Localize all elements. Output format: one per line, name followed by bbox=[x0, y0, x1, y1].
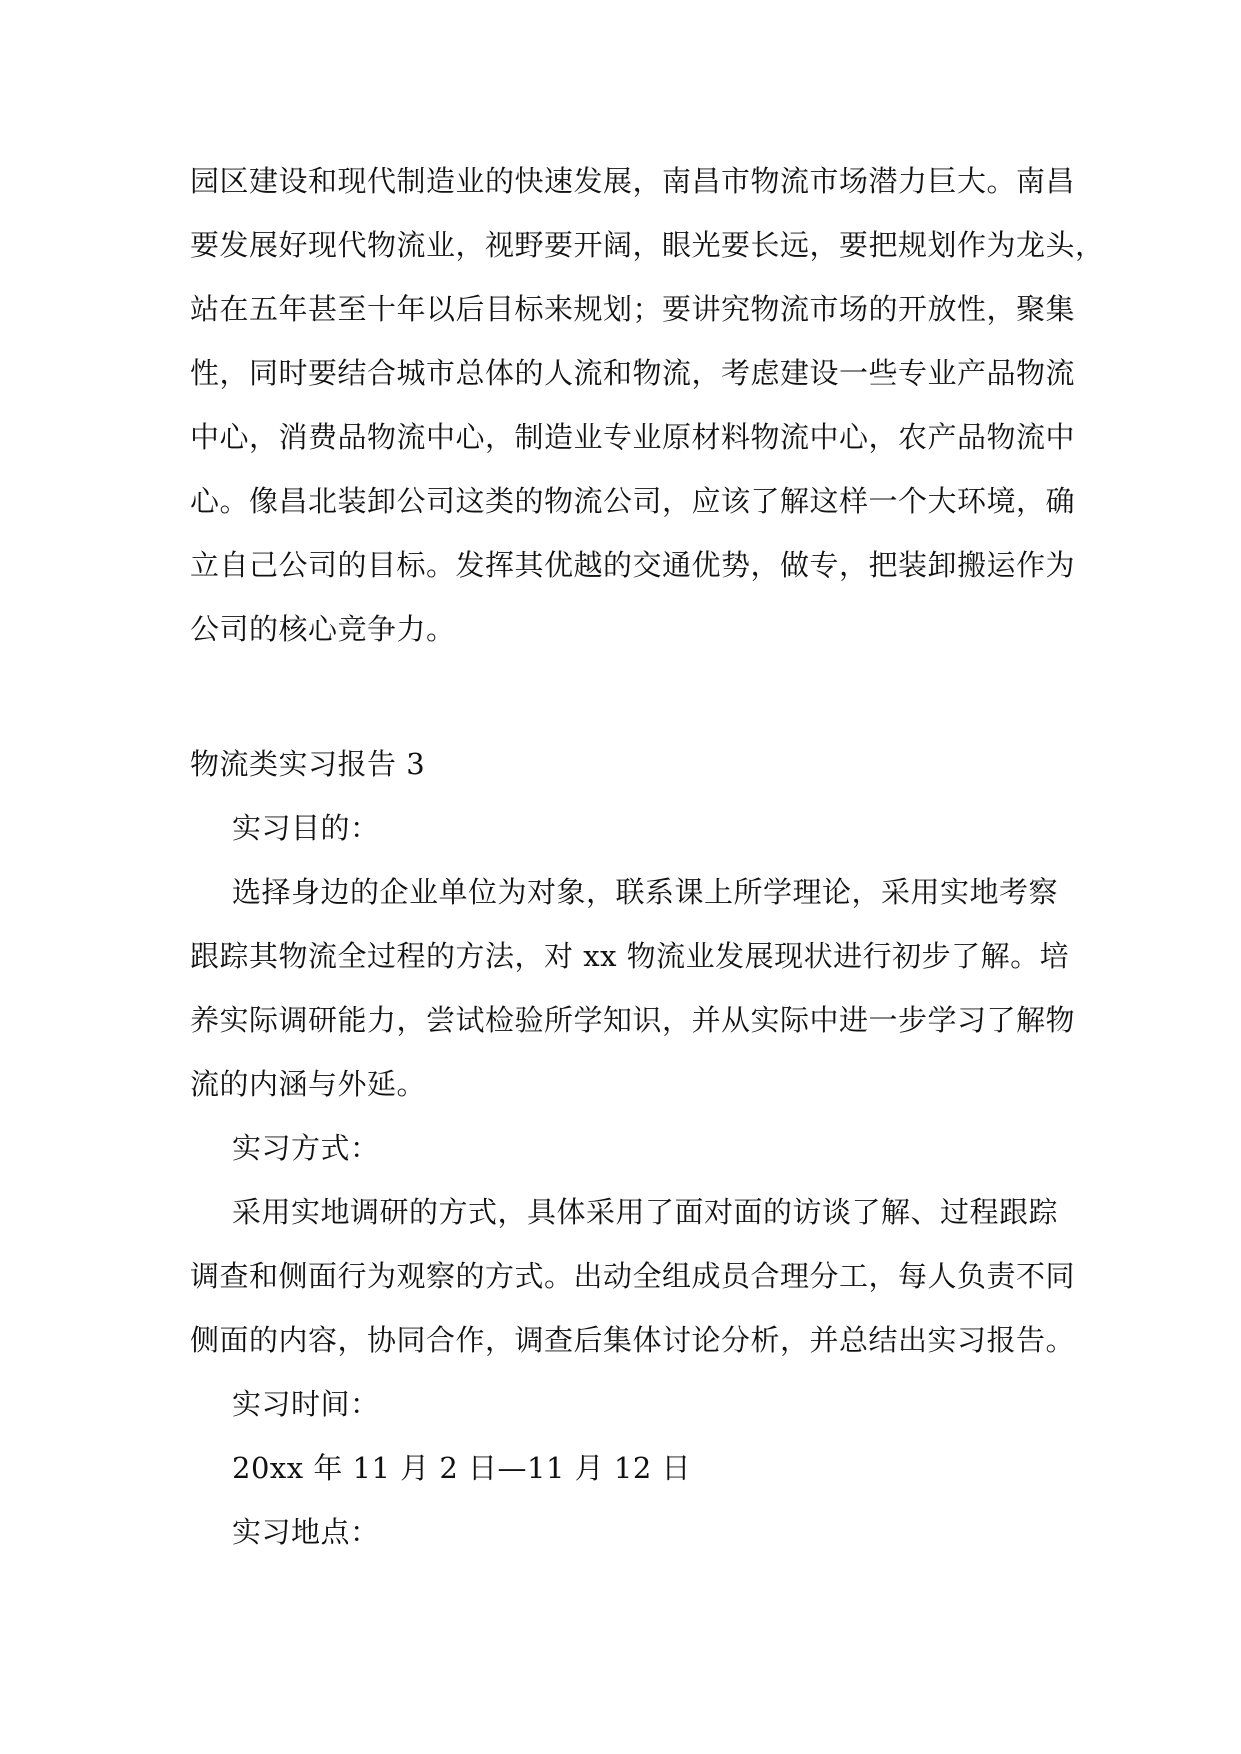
method-line: 采用实地调研的方式，具体采用了面对面的访谈了解、过程跟踪 bbox=[232, 1195, 1059, 1229]
purpose-line: 跟踪其物流全过程的方法，对 xx 物流业发展现状进行初步了解。培 bbox=[190, 939, 1070, 973]
paragraph-line: 园区建设和现代制造业的快速发展，南昌市物流市场潜力巨大。南昌 bbox=[190, 164, 1076, 198]
paragraph-line: 立自己公司的目标。发挥其优越的交通优势，做专，把装卸搬运作为 bbox=[190, 548, 1076, 582]
purpose-heading: 实习目的： bbox=[232, 811, 380, 845]
paragraph-line: 中心，消费品物流中心，制造业专业原材料物流中心，农产品物流中 bbox=[190, 420, 1076, 454]
paragraph-line: 心。像昌北装卸公司这类的物流公司，应该了解这样一个大环境，确 bbox=[190, 484, 1076, 518]
time-heading: 实习时间： bbox=[232, 1387, 380, 1421]
location-heading: 实习地点： bbox=[232, 1515, 380, 1549]
paragraph-line: 要发展好现代物流业，视野要开阔，眼光要长远，要把规划作为龙头， bbox=[190, 228, 1105, 262]
method-heading: 实习方式： bbox=[232, 1131, 380, 1165]
paragraph-line: 性，同时要结合城市总体的人流和物流，考虑建设一些专业产品物流 bbox=[190, 356, 1076, 390]
purpose-line: 选择身边的企业单位为对象，联系课上所学理论，采用实地考察 bbox=[232, 875, 1059, 909]
paragraph-line: 公司的核心竞争力。 bbox=[190, 612, 456, 646]
time-text: 20xx 年 11 月 2 日—11 月 12 日 bbox=[232, 1451, 692, 1485]
method-line: 侧面的内容，协同合作，调查后集体讨论分析，并总结出实习报告。 bbox=[190, 1323, 1076, 1357]
purpose-line: 养实际调研能力，尝试检验所学知识，并从实际中进一步学习了解物 bbox=[190, 1003, 1076, 1037]
paragraph-line: 站在五年甚至十年以后目标来规划；要讲究物流市场的开放性，聚集 bbox=[190, 292, 1076, 326]
method-line: 调查和侧面行为观察的方式。出动全组成员合理分工，每人负责不同 bbox=[190, 1259, 1076, 1293]
section-title: 物流类实习报告 3 bbox=[190, 747, 426, 781]
purpose-line: 流的内涵与外延。 bbox=[190, 1067, 427, 1101]
